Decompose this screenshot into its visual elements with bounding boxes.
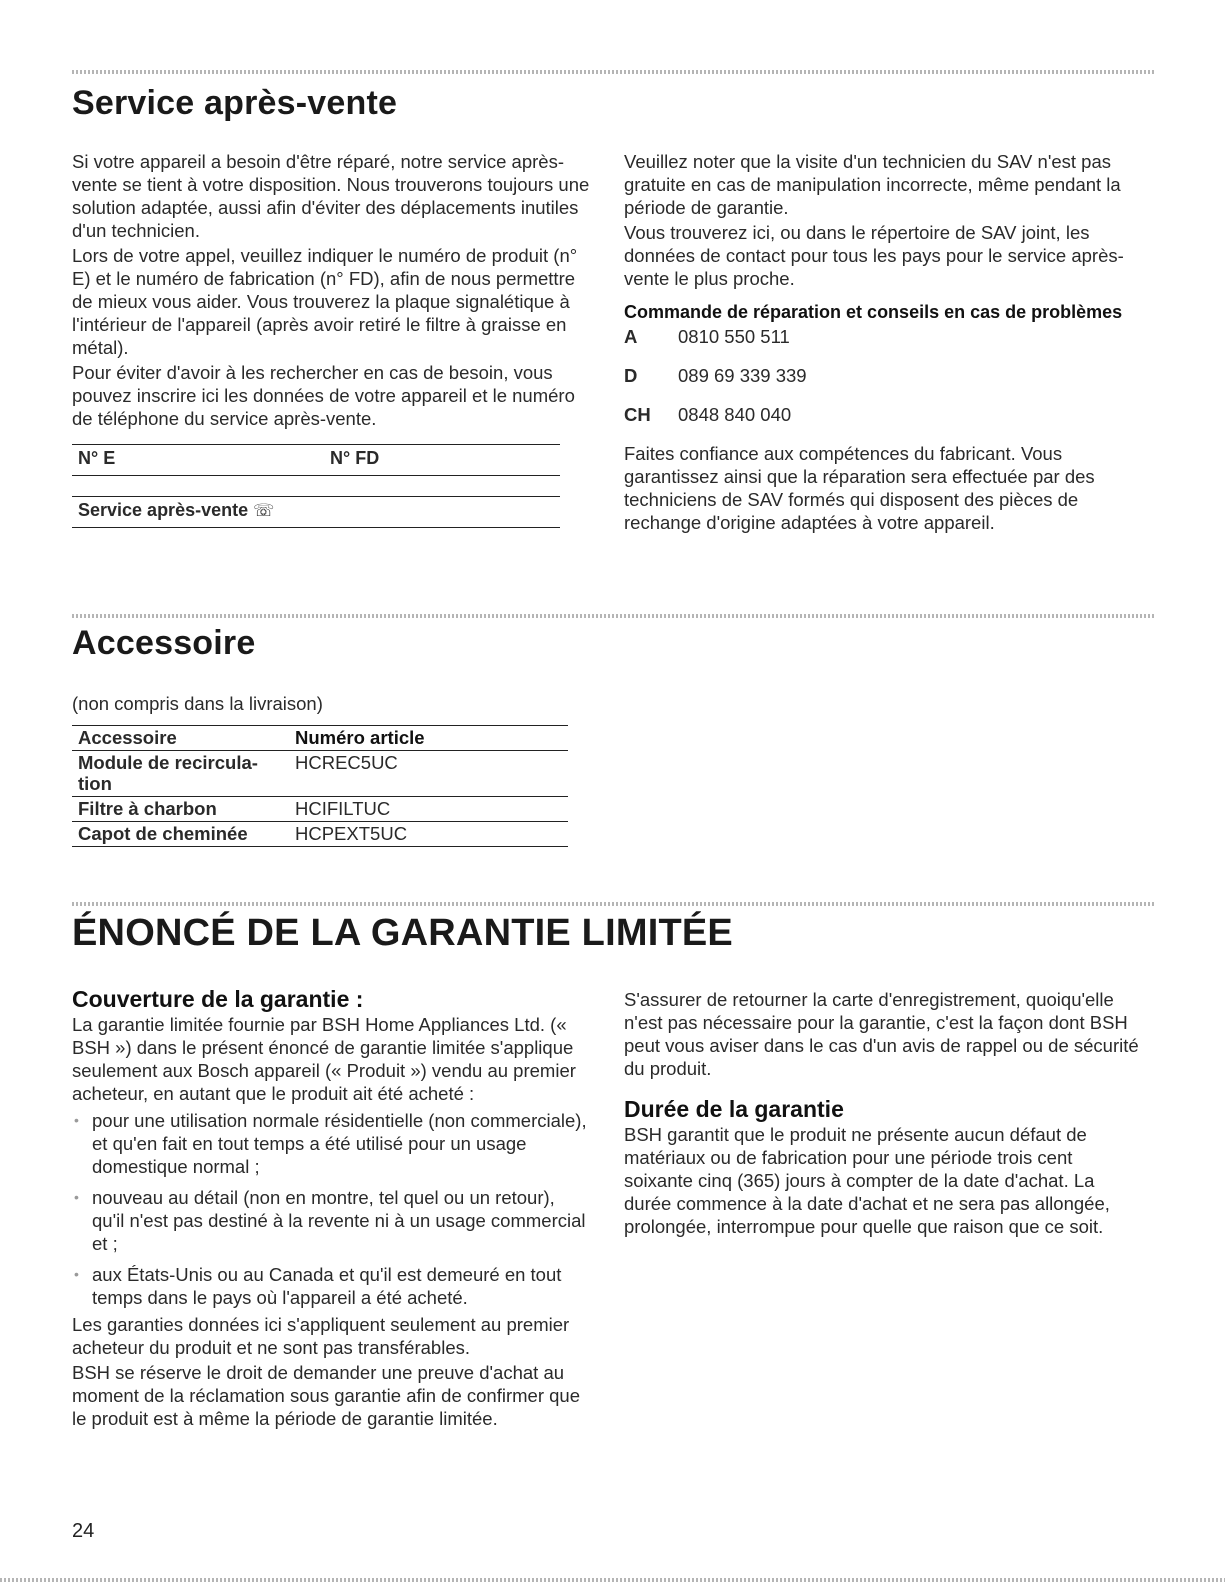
trust-paragraph: Faites confiance aux compétences du fabricant. Vous garantissez ainsi que la réparation sera effectuée par des techniciens de SAV formés qui disposent des pièces de rechange d'origine adaptées à votre appareil. [624, 443, 1095, 533]
sav-phone-field[interactable] [72, 497, 560, 528]
phone-row [624, 364, 1144, 387]
section-divider [72, 902, 1155, 906]
service-paragraph: Pour éviter d'avoir à les rechercher en cas de besoin, vous pouvez inscrire ici les données de votre appareil et le numéro de téléphone du service après-vente. [72, 362, 575, 429]
accessory-title: Accessoire [72, 624, 256, 662]
table-row [72, 822, 568, 847]
bottom-border [0, 1578, 1225, 1582]
phone-number[interactable]: 0848 840 040 [678, 404, 792, 425]
service-paragraph: Lors de votre appel, veuillez indiquer le numéro de produit (n° E) et le numéro de fabrication (n° FD), afin de nous permettre de mieux vous aider. Vous trouverez la plaque signalétique à l'intérieur de l'appareil (après avoir retiré le filtre à graisse en métal). [72, 245, 578, 358]
country-code: D [624, 365, 638, 386]
telephone-icon: ☏ [253, 501, 275, 520]
coverage-paragraph: Les garanties données ici s'appliquent seulement au premier acheteur du produit et ne sont pas transférables. [72, 1314, 570, 1358]
service-title: Service après-vente [72, 84, 398, 122]
accessory-name: Filtre à charbon [72, 797, 289, 822]
table-row [72, 751, 568, 797]
warranty-title: ÉNONCÉ DE LA GARANTIE LIMITÉE [72, 912, 733, 954]
service-paragraph: Veuillez noter que la visite d'un technicien du SAV n'est pas gratuite en cas de manipulation incorrecte, même pendant la période de garantie. [624, 151, 1121, 218]
warranty-right-column [624, 988, 1144, 1240]
repair-heading: Commande de réparation et conseils en cas de problèmes [624, 302, 1123, 322]
duration-heading: Durée de la garantie [624, 1096, 844, 1122]
section-divider [72, 614, 1155, 618]
column-header: Accessoire [72, 726, 289, 751]
coverage-intro: La garantie limitée fournie par BSH Home Appliances Ltd. (« BSH ») dans le présent énoncé de garantie limitée s'applique seulement aux Bosch appareil (« Produit ») vendu au premier acheteur, en autant que le produit ait été acheté : [72, 1014, 576, 1104]
article-number: HCIFILTUC [289, 797, 568, 822]
accessory-note: (non compris dans la livraison) [72, 693, 323, 714]
list-item: • aux États-Unis ou au Canada et qu'il est demeuré en tout temps dans le pays où l'appareil a été acheté. [92, 1263, 592, 1309]
table-row [72, 797, 568, 822]
section-divider [72, 70, 1155, 74]
coverage-conditions-list [72, 1109, 592, 1309]
phone-row [624, 403, 1144, 426]
sav-phone-form [72, 496, 560, 528]
table-header-row [72, 726, 568, 751]
warranty-left-column [72, 988, 592, 1432]
service-left-column [72, 150, 592, 528]
accessory-name: Capot de cheminée [72, 822, 289, 847]
sav-label: Service après-vente [78, 500, 249, 520]
country-code: CH [624, 404, 651, 425]
service-paragraph: Si votre appareil a besoin d'être réparé, notre service après-vente se tient à votre disposition. Nous trouverons toujours une solution adaptée, aussi afin d'éviter des déplacements inutiles d'un technicien. [72, 151, 590, 241]
phone-row [624, 325, 1144, 348]
service-paragraph: Vous trouverez ici, ou dans le répertoire de SAV joint, les données de contact pour tous les pays pour le service après-vente le plus proche. [624, 222, 1124, 289]
appliance-data-form [72, 444, 560, 476]
accessory-name: Module de recircula- tion [72, 751, 289, 797]
ne-field[interactable] [72, 445, 324, 476]
nfd-label: N° FD [330, 448, 380, 468]
article-number: HCREC5UC [289, 751, 568, 797]
country-code: A [624, 326, 638, 347]
accessory-table [72, 725, 568, 847]
coverage-heading: Couverture de la garantie : [72, 986, 364, 1012]
accessory-block [72, 692, 592, 847]
column-header: Numéro article [289, 726, 568, 751]
article-number: HCPEXT5UC [289, 822, 568, 847]
page-number: 24 [72, 1520, 95, 1542]
phone-number[interactable]: 089 69 339 339 [678, 365, 807, 386]
coverage-paragraph: BSH se réserve le droit de demander une preuve d'achat au moment de la réclamation sous garantie afin de confirmer que le produit est à même la période de garantie limitée. [72, 1362, 580, 1429]
duration-paragraph: BSH garantit que le produit ne présente aucun défaut de matériaux ou de fabrication pour une période trois cent soixante cinq (365) jours à compter de la date d'achat. La durée commence à la date d'achat et ne sera pas allongée, prolongée, interrompue pour quelle que raison que ce soit. [624, 1124, 1110, 1237]
ne-label: N° E [78, 448, 116, 468]
service-right-column [624, 150, 1144, 536]
phone-list [624, 325, 1144, 426]
phone-number[interactable]: 0810 550 511 [678, 326, 790, 347]
list-item: • nouveau au détail (non en montre, tel quel ou un retour), qu'il n'est pas destiné à la revente ni à un usage commercial et ; [92, 1186, 592, 1255]
nfd-field[interactable] [324, 445, 560, 476]
list-item: • pour une utilisation normale résidentielle (non commerciale), et qu'en fait en tout temps a été utilisé pour un usage domestique normal ; [92, 1109, 592, 1178]
registration-paragraph: S'assurer de retourner la carte d'enregistrement, quoiqu'elle n'est pas nécessaire pour la garantie, c'est la façon dont BSH peut vous aviser dans le cas d'un avis de rappel ou de sécurité du produit. [624, 989, 1139, 1079]
